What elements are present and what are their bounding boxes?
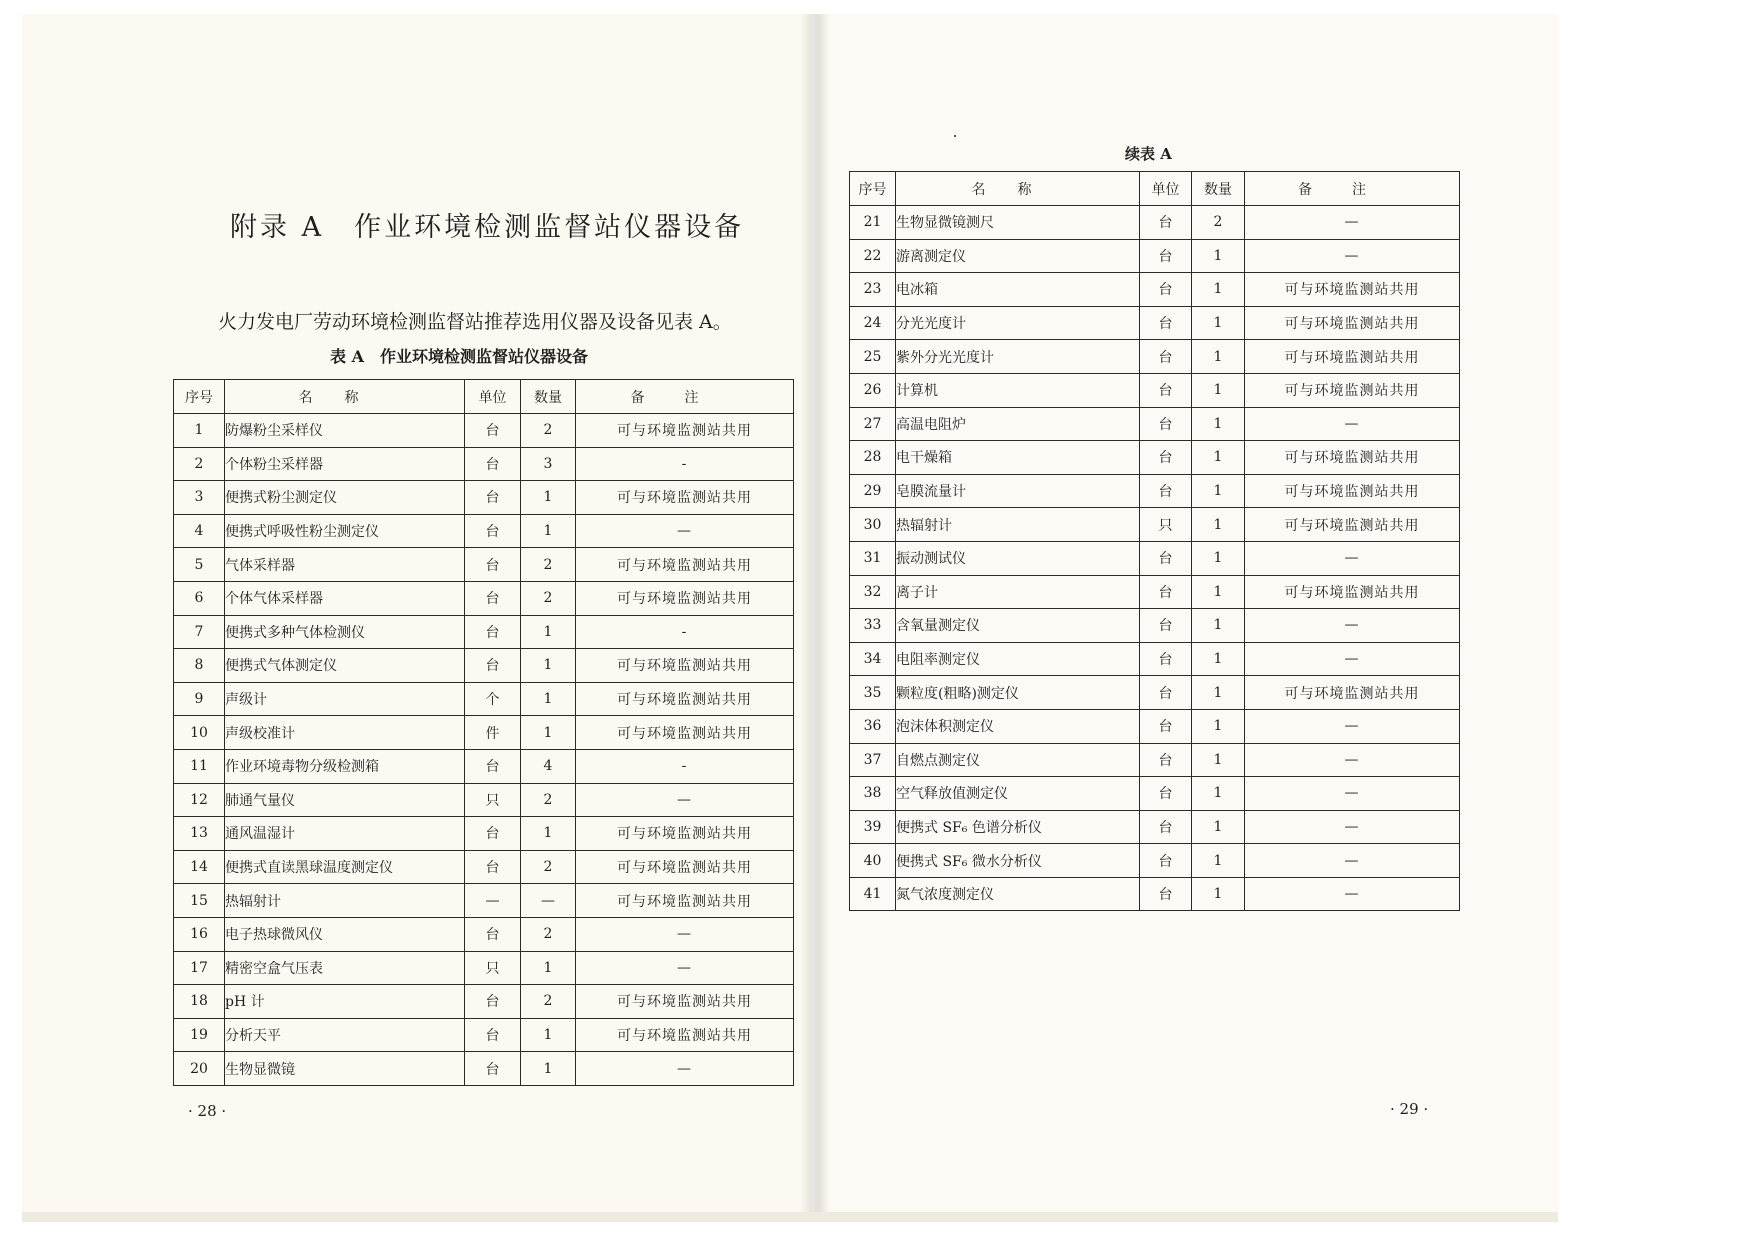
cell-unit: 台 [1140, 676, 1192, 710]
cell-qty: 1 [1192, 340, 1245, 374]
cell-unit: 台 [1140, 541, 1192, 575]
header-name: 名称 [896, 172, 1140, 206]
cell-no: 39 [850, 810, 896, 844]
cell-unit: 台 [465, 481, 521, 515]
cell-note: 可与环境监测站共用 [576, 481, 794, 515]
cell-no: 16 [174, 917, 225, 951]
cell-note: 可与环境监测站共用 [576, 850, 794, 884]
cell-qty: 2 [521, 581, 576, 615]
table-row [850, 306, 1460, 340]
table-row [174, 447, 794, 481]
table-row [174, 716, 794, 750]
cell-unit: 台 [1140, 306, 1192, 340]
cell-name: 氮气浓度测定仪 [896, 877, 1140, 911]
cell-note: — [1245, 541, 1460, 575]
cell-unit: 个 [465, 682, 521, 716]
cell-no: 26 [850, 373, 896, 407]
continued-table-caption: 续表 A [1125, 145, 1172, 163]
page-number: · 28 · [188, 1102, 227, 1120]
cell-name: 通风温湿计 [225, 817, 465, 851]
table-row [850, 206, 1460, 240]
cell-note: — [1245, 239, 1460, 273]
cell-qty: 1 [1192, 541, 1245, 575]
cell-no: 18 [174, 985, 225, 1019]
cell-qty: 1 [1192, 676, 1245, 710]
cell-name: 便携式直读黑球温度测定仪 [225, 850, 465, 884]
cell-unit: — [465, 884, 521, 918]
cell-qty: 1 [1192, 777, 1245, 811]
table-row [174, 917, 794, 951]
cell-note: 可与环境监测站共用 [1245, 273, 1460, 307]
cell-name: 电阻率测定仪 [896, 642, 1140, 676]
cell-note: 可与环境监测站共用 [1245, 441, 1460, 475]
cell-qty: 2 [521, 850, 576, 884]
cell-name: 分析天平 [225, 1018, 465, 1052]
cell-unit: 台 [1140, 373, 1192, 407]
cell-note: — [576, 1052, 794, 1086]
cell-name: 便携式 SF₆ 色谱分析仪 [896, 810, 1140, 844]
cell-no: 37 [850, 743, 896, 777]
cell-name: 电干燥箱 [896, 441, 1140, 475]
cell-qty: 1 [1192, 407, 1245, 441]
cell-no: 34 [850, 642, 896, 676]
cell-name: 热辐射计 [896, 508, 1140, 542]
table-row [174, 414, 794, 448]
cell-note: — [576, 514, 794, 548]
cell-qty: 1 [521, 716, 576, 750]
cell-note: — [1245, 743, 1460, 777]
cell-unit: 台 [465, 414, 521, 448]
cell-no: 31 [850, 541, 896, 575]
cell-name: 电子热球微风仪 [225, 917, 465, 951]
cell-no: 5 [174, 548, 225, 582]
cell-qty: 2 [521, 985, 576, 1019]
cell-note: - [576, 447, 794, 481]
cell-note: 可与环境监测站共用 [576, 682, 794, 716]
cell-qty: 1 [521, 481, 576, 515]
cell-name: 紫外分光光度计 [896, 340, 1140, 374]
table-row [174, 884, 794, 918]
cell-qty: 1 [521, 817, 576, 851]
cell-note: — [1245, 844, 1460, 878]
cell-note: 可与环境监测站共用 [576, 1018, 794, 1052]
cell-unit: 台 [1140, 474, 1192, 508]
cell-name: 离子计 [896, 575, 1140, 609]
table-header-row [850, 172, 1460, 206]
cell-no: 33 [850, 609, 896, 643]
table-row [174, 1018, 794, 1052]
cell-note: 可与环境监测站共用 [1245, 508, 1460, 542]
cell-no: 40 [850, 844, 896, 878]
appendix-title: 附录 A 作业环境检测监督站仪器设备 [230, 212, 745, 243]
cell-unit: 台 [465, 649, 521, 683]
cell-qty: 1 [1192, 441, 1245, 475]
cell-name: 便携式气体测定仪 [225, 649, 465, 683]
cell-no: 10 [174, 716, 225, 750]
table-row [174, 481, 794, 515]
cell-qty: 1 [1192, 709, 1245, 743]
cell-qty: 1 [521, 682, 576, 716]
cell-name: 振动测试仪 [896, 541, 1140, 575]
cell-qty: 1 [1192, 239, 1245, 273]
header-name: 名称 [225, 380, 465, 414]
cell-qty: 1 [521, 514, 576, 548]
cell-note: 可与环境监测站共用 [576, 817, 794, 851]
table-row [174, 548, 794, 582]
cell-no: 30 [850, 508, 896, 542]
cell-name: 生物显微镜测尺 [896, 206, 1140, 240]
cell-unit: 台 [465, 1052, 521, 1086]
cell-name: pH 计 [225, 985, 465, 1019]
cell-name: 便携式粉尘测定仪 [225, 481, 465, 515]
cell-note: — [576, 951, 794, 985]
cell-unit: 台 [1140, 273, 1192, 307]
cell-name: 气体采样器 [225, 548, 465, 582]
cell-name: 个体粉尘采样器 [225, 447, 465, 481]
cell-qty: 1 [1192, 877, 1245, 911]
cell-note: 可与环境监测站共用 [576, 985, 794, 1019]
cell-no: 22 [850, 239, 896, 273]
cell-qty: 1 [1192, 474, 1245, 508]
cell-note: 可与环境监测站共用 [576, 649, 794, 683]
cell-qty: 2 [521, 548, 576, 582]
cell-qty: 3 [521, 447, 576, 481]
cell-name: 自燃点测定仪 [896, 743, 1140, 777]
cell-qty: 2 [521, 783, 576, 817]
cell-qty: 1 [1192, 273, 1245, 307]
header-unit: 单位 [465, 380, 521, 414]
cell-no: 25 [850, 340, 896, 374]
equipment-table [173, 379, 794, 1086]
table-row [174, 581, 794, 615]
cell-note: — [1245, 206, 1460, 240]
table-row [174, 1052, 794, 1086]
cell-qty: 1 [1192, 810, 1245, 844]
table-row [174, 615, 794, 649]
cell-qty: — [521, 884, 576, 918]
table-row [850, 474, 1460, 508]
cell-note: 可与环境监测站共用 [576, 716, 794, 750]
cell-qty: 2 [1192, 206, 1245, 240]
table-row [850, 407, 1460, 441]
table-row [850, 609, 1460, 643]
cell-qty: 1 [1192, 609, 1245, 643]
cell-name: 声级计 [225, 682, 465, 716]
cell-note: — [576, 783, 794, 817]
cell-qty: 1 [521, 1018, 576, 1052]
cell-no: 32 [850, 575, 896, 609]
book-gutter [800, 14, 830, 1219]
table-row [850, 273, 1460, 307]
cell-note: 可与环境监测站共用 [576, 581, 794, 615]
cell-unit: 台 [1140, 810, 1192, 844]
cell-note: 可与环境监测站共用 [576, 548, 794, 582]
cell-unit: 台 [465, 749, 521, 783]
cell-qty: 1 [521, 615, 576, 649]
cell-note: 可与环境监测站共用 [1245, 575, 1460, 609]
cell-no: 21 [850, 206, 896, 240]
cell-unit: 台 [465, 514, 521, 548]
table-body [174, 414, 794, 1086]
table-row [850, 441, 1460, 475]
cell-no: 6 [174, 581, 225, 615]
cell-no: 24 [850, 306, 896, 340]
cell-no: 28 [850, 441, 896, 475]
cell-no: 17 [174, 951, 225, 985]
cell-note: — [1245, 609, 1460, 643]
page-number: · 29 · [1390, 1100, 1429, 1118]
cell-no: 19 [174, 1018, 225, 1052]
cell-note: 可与环境监测站共用 [1245, 676, 1460, 710]
cell-unit: 台 [465, 985, 521, 1019]
table-row [850, 709, 1460, 743]
table-row [174, 850, 794, 884]
cell-name: 游离测定仪 [896, 239, 1140, 273]
cell-unit: 只 [465, 951, 521, 985]
page-bottom-edge [22, 1212, 1558, 1222]
cell-name: 便携式呼吸性粉尘测定仪 [225, 514, 465, 548]
cell-name: 热辐射计 [225, 884, 465, 918]
intro-paragraph: 火力发电厂劳动环境检测监督站推荐选用仪器及设备见表 A。 [218, 311, 732, 333]
table-row [850, 676, 1460, 710]
cell-name: 高温电阻炉 [896, 407, 1140, 441]
table-row [850, 743, 1460, 777]
table-row [850, 239, 1460, 273]
header-no: 序号 [850, 172, 896, 206]
table-row [174, 514, 794, 548]
cell-unit: 件 [465, 716, 521, 750]
cell-no: 23 [850, 273, 896, 307]
header-no: 序号 [174, 380, 225, 414]
cell-no: 35 [850, 676, 896, 710]
cell-note: 可与环境监测站共用 [576, 884, 794, 918]
cell-note: 可与环境监测站共用 [576, 414, 794, 448]
cell-no: 12 [174, 783, 225, 817]
cell-unit: 台 [1140, 575, 1192, 609]
cell-no: 29 [850, 474, 896, 508]
cell-qty: 1 [1192, 642, 1245, 676]
cell-note: — [1245, 777, 1460, 811]
cell-note: 可与环境监测站共用 [1245, 373, 1460, 407]
cell-no: 3 [174, 481, 225, 515]
cell-note: — [576, 917, 794, 951]
table-row [850, 642, 1460, 676]
cell-no: 13 [174, 817, 225, 851]
table-row [174, 783, 794, 817]
cell-name: 含氧量测定仪 [896, 609, 1140, 643]
cell-qty: 1 [1192, 306, 1245, 340]
header-qty: 数量 [1192, 172, 1245, 206]
cell-unit: 台 [465, 615, 521, 649]
cell-name: 防爆粉尘采样仪 [225, 414, 465, 448]
cell-note: - [576, 749, 794, 783]
cell-unit: 台 [465, 548, 521, 582]
cell-unit: 台 [1140, 844, 1192, 878]
cell-qty: 1 [521, 1052, 576, 1086]
header-note: 备注 [576, 380, 794, 414]
cell-unit: 台 [465, 581, 521, 615]
cell-qty: 1 [1192, 575, 1245, 609]
cell-no: 20 [174, 1052, 225, 1086]
cell-name: 泡沫体积测定仪 [896, 709, 1140, 743]
cell-no: 15 [174, 884, 225, 918]
cell-unit: 只 [1140, 508, 1192, 542]
cell-unit: 只 [465, 783, 521, 817]
header-unit: 单位 [1140, 172, 1192, 206]
cell-unit: 台 [1140, 609, 1192, 643]
cell-no: 2 [174, 447, 225, 481]
cell-note: - [576, 615, 794, 649]
cell-name: 声级校准计 [225, 716, 465, 750]
cell-unit: 台 [1140, 407, 1192, 441]
cell-no: 9 [174, 682, 225, 716]
cell-name: 分光光度计 [896, 306, 1140, 340]
cell-no: 11 [174, 749, 225, 783]
table-body [850, 206, 1460, 911]
cell-name: 空气释放值测定仪 [896, 777, 1140, 811]
cell-unit: 台 [1140, 709, 1192, 743]
table-row [850, 508, 1460, 542]
header-note: 备注 [1245, 172, 1460, 206]
cell-no: 38 [850, 777, 896, 811]
table-row [850, 541, 1460, 575]
cell-no: 1 [174, 414, 225, 448]
table-row [174, 649, 794, 683]
table-row [174, 682, 794, 716]
cell-note: 可与环境监测站共用 [1245, 340, 1460, 374]
cell-note: — [1245, 709, 1460, 743]
table-row [174, 817, 794, 851]
cell-unit: 台 [465, 817, 521, 851]
cell-qty: 2 [521, 414, 576, 448]
cell-no: 27 [850, 407, 896, 441]
cell-unit: 台 [1140, 441, 1192, 475]
cell-name: 便携式 SF₆ 微水分析仪 [896, 844, 1140, 878]
table-header-row [174, 380, 794, 414]
table-row [174, 985, 794, 1019]
cell-note: 可与环境监测站共用 [1245, 306, 1460, 340]
cell-name: 肺通气量仪 [225, 783, 465, 817]
table-row [850, 877, 1460, 911]
cell-no: 41 [850, 877, 896, 911]
cell-unit: 台 [465, 447, 521, 481]
cell-unit: 台 [1140, 777, 1192, 811]
cell-unit: 台 [1140, 877, 1192, 911]
cell-qty: 1 [1192, 508, 1245, 542]
cell-note: — [1245, 642, 1460, 676]
table-row [850, 844, 1460, 878]
cell-unit: 台 [465, 917, 521, 951]
table-row [850, 373, 1460, 407]
table-row [174, 951, 794, 985]
cell-note: — [1245, 810, 1460, 844]
cell-qty: 4 [521, 749, 576, 783]
cell-unit: 台 [1140, 239, 1192, 273]
cell-note: 可与环境监测站共用 [1245, 474, 1460, 508]
cell-name: 计算机 [896, 373, 1140, 407]
cell-name: 便携式多种气体检测仪 [225, 615, 465, 649]
cell-no: 36 [850, 709, 896, 743]
cell-name: 作业环境毒物分级检测箱 [225, 749, 465, 783]
cell-note: — [1245, 877, 1460, 911]
cell-unit: 台 [465, 1018, 521, 1052]
table-row [850, 575, 1460, 609]
cell-no: 14 [174, 850, 225, 884]
cell-name: 个体气体采样器 [225, 581, 465, 615]
cell-qty: 1 [1192, 373, 1245, 407]
cell-qty: 1 [521, 649, 576, 683]
cell-name: 颗粒度(粗略)测定仪 [896, 676, 1140, 710]
cell-qty: 2 [521, 917, 576, 951]
cell-unit: 台 [1140, 642, 1192, 676]
table-row [850, 810, 1460, 844]
cell-no: 8 [174, 649, 225, 683]
cell-unit: 台 [1140, 340, 1192, 374]
table-row [850, 777, 1460, 811]
table-row [174, 749, 794, 783]
cell-name: 电冰箱 [896, 273, 1140, 307]
cell-unit: 台 [465, 850, 521, 884]
cell-name: 精密空盒气压表 [225, 951, 465, 985]
cell-no: 7 [174, 615, 225, 649]
cell-unit: 台 [1140, 206, 1192, 240]
table-caption: 表 A 作业环境检测监督站仪器设备 [330, 347, 588, 366]
equipment-table-continued [849, 171, 1460, 911]
cell-unit: 台 [1140, 743, 1192, 777]
table-row [850, 340, 1460, 374]
cell-qty: 1 [1192, 743, 1245, 777]
cell-qty: 1 [521, 951, 576, 985]
speck [954, 135, 956, 137]
header-qty: 数量 [521, 380, 576, 414]
cell-name: 皂膜流量计 [896, 474, 1140, 508]
cell-qty: 1 [1192, 844, 1245, 878]
cell-name: 生物显微镜 [225, 1052, 465, 1086]
cell-no: 4 [174, 514, 225, 548]
cell-note: — [1245, 407, 1460, 441]
